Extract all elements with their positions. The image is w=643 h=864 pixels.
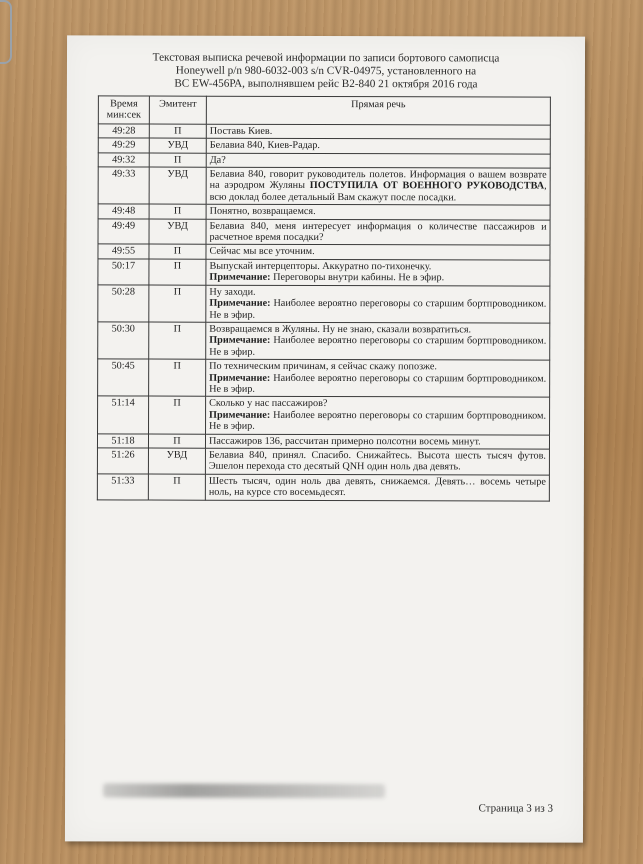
row-time: 51:33 (97, 474, 148, 500)
row-emitter: П (149, 396, 206, 433)
table-row (97, 474, 549, 501)
row-emitter: УВД (149, 138, 206, 153)
row-time: 49:33 (98, 167, 149, 204)
row-speech (206, 285, 550, 323)
row-emitter: П (149, 245, 206, 260)
table-header-row (98, 96, 550, 125)
row-speech (206, 259, 550, 286)
row-speech (206, 138, 550, 153)
table-row (98, 124, 550, 140)
header-line-3: ВС EW-456РА, выполнявшем рейс В2-840 21 октября 2016 года (174, 77, 478, 90)
row-time: 51:26 (97, 448, 148, 474)
note-text: Наиболее вероятно переговоры со старшим бортпроводником. Не в эфир. (209, 297, 547, 321)
note-label: Примечание: (209, 297, 271, 309)
speech-text: , всю доклад более детальный Вам скажут после посадки. (209, 181, 547, 204)
col-emitter-header: Эмитент (149, 96, 206, 124)
row-emitter: П (149, 153, 206, 168)
row-emitter: П (149, 124, 206, 139)
speech-text: Ну заходи. (209, 286, 256, 298)
row-time: 50:17 (98, 259, 149, 285)
speech-emphasis: ПОСТУПИЛА ОТ ВОЕННОГО РУКОВОДСТВА (309, 180, 545, 193)
row-speech (206, 397, 550, 435)
row-speech (206, 245, 550, 260)
col-time-header: Время мин:сек (98, 96, 149, 124)
col-speech-header: Прямая речь (206, 96, 550, 125)
row-time: 50:45 (98, 359, 149, 396)
row-speech (206, 167, 550, 205)
row-time: 50:30 (98, 322, 149, 359)
row-time: 50:28 (98, 285, 149, 322)
table-row (97, 448, 549, 475)
row-time: 49:48 (98, 204, 149, 219)
table-row (98, 259, 550, 286)
row-speech (205, 448, 549, 475)
table-row (98, 285, 550, 323)
row-emitter: П (149, 359, 206, 396)
table-row (98, 396, 550, 434)
row-speech (206, 124, 550, 139)
table-row (98, 138, 550, 154)
row-time: 49:49 (98, 219, 149, 245)
table-row (98, 167, 550, 205)
row-speech (205, 474, 549, 501)
speech-note (209, 372, 546, 396)
speech-text: Белавиа 840, принял. Спасибо. Снижайтесь. Высота шесть тысяч футов. Эшелон перехода сто десятый QNH один ноль два девять. (208, 449, 546, 473)
row-emitter: П (148, 474, 205, 500)
row-emitter: П (148, 434, 205, 449)
speech-text: Возвращаемся в Жуляны. Ну не знаю, сказали возвратиться. (209, 323, 472, 336)
speech-text: Шесть тысяч, один ноль два девять, снижаемся. Девять… восемь четыре ноль, на курсе сто восемьдесят. (208, 475, 546, 499)
header-line-1: Текстовая выписка речевой информации по записи бортового самописца (152, 51, 500, 65)
page-number: Страница 3 из 3 (478, 802, 554, 815)
row-time: 49:55 (98, 244, 149, 259)
table-row (97, 433, 549, 449)
speech-text: Пассажиров 136, рассчитан примерно полсотни восемь минут. (208, 435, 481, 447)
row-emitter: П (149, 259, 206, 285)
row-time: 49:29 (98, 138, 149, 153)
note-label: Примечание: (209, 271, 271, 284)
document-header (67, 51, 585, 91)
speech-text: Сейчас мы все уточним. (209, 246, 315, 258)
speech-text: Белавиа 840, говорит руководитель полетов. Информация о вашем возврате на аэродром Жуляны (209, 168, 547, 192)
row-time: 49:32 (98, 153, 149, 168)
table-row (98, 322, 550, 360)
speech-text: Да? (209, 154, 226, 166)
row-emitter: П (149, 285, 206, 322)
speech-note (209, 335, 546, 359)
row-emitter: П (149, 204, 206, 219)
note-text: Наиболее вероятно переговоры со старшим бортпроводником. Не в эфир. (209, 372, 547, 395)
note-label: Примечание: (209, 409, 271, 421)
row-time: 49:28 (98, 124, 149, 139)
speech-text: Белавиа 840, меня интересует информация о количестве пассажиров и расчетное время посадки? (209, 220, 547, 244)
document-page (65, 35, 585, 842)
row-speech (206, 359, 550, 397)
speech-text: Белавиа 840, Киев-Радар. (209, 139, 320, 152)
row-emitter: УВД (148, 448, 205, 474)
row-time: 51:14 (98, 396, 149, 433)
row-emitter: УВД (149, 167, 206, 204)
row-emitter: П (149, 322, 206, 359)
transcript-table (97, 95, 551, 501)
speech-text: Поставь Киев. (209, 125, 273, 137)
redacted-signature (103, 783, 385, 798)
note-label: Примечание: (209, 335, 271, 347)
paper-clip (0, 0, 12, 64)
row-speech (205, 434, 549, 449)
table-row (98, 244, 550, 260)
speech-note (209, 409, 546, 433)
row-emitter: УВД (149, 219, 206, 245)
header-line-2: Honeywell p/n 980-6032-003 s/n CVR-04975, установленного на (175, 64, 477, 78)
speech-note (209, 272, 546, 284)
row-speech (206, 153, 550, 168)
note-text: Переговоры внутри кабины. Не в эфир. (273, 272, 445, 284)
row-speech (206, 322, 550, 360)
speech-text: Понятно, возвращаемся. (209, 205, 316, 218)
table-row (98, 359, 550, 397)
table-row (98, 153, 550, 169)
speech-text: Сколько у нас пассажиров? (209, 398, 328, 410)
row-speech (206, 219, 550, 246)
row-time: 51:18 (97, 433, 148, 448)
speech-text: По техническим причинам, я сейчас скажу попозже. (209, 360, 437, 373)
table-row (98, 219, 550, 246)
note-text: Наиболее вероятно переговоры со старшим бортпроводником. Не в эфир. (209, 335, 547, 358)
speech-text: Выпускай интерцепторы. Аккуратно по-тихонечку. (209, 260, 432, 273)
note-text: Наиболее вероятно переговоры со старшим бортпроводником. Не в эфир. (209, 409, 547, 432)
row-speech (206, 204, 550, 219)
speech-note (209, 298, 546, 322)
table-row (98, 204, 550, 220)
note-label: Примечание: (209, 372, 271, 384)
transcript-body (97, 124, 550, 501)
